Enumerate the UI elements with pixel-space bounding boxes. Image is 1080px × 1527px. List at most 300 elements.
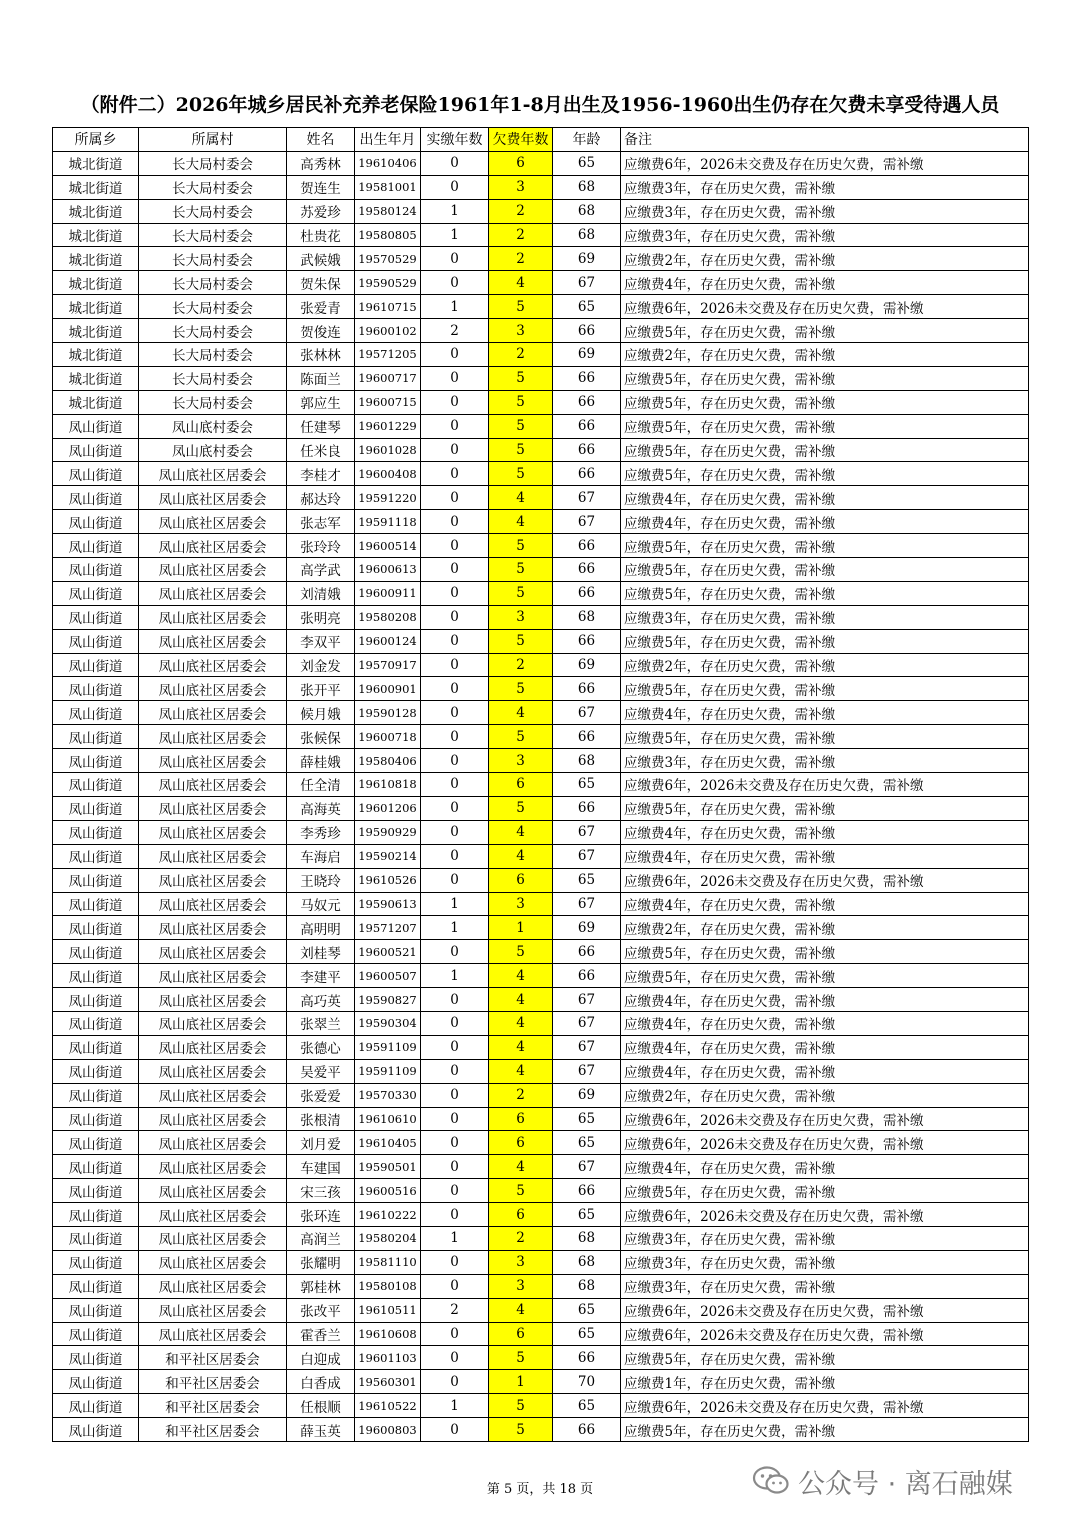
cell-township: 凤山街道 xyxy=(53,1418,139,1442)
cell-owed-years: 5 xyxy=(489,558,553,582)
cell-age: 66 xyxy=(553,677,621,701)
cell-township: 凤山街道 xyxy=(53,1346,139,1370)
cell-birth: 19590613 xyxy=(355,892,421,916)
cell-paid-years: 0 xyxy=(421,629,489,653)
cell-remark: 应缴费5年，存在历史欠费，需补缴 xyxy=(621,1418,1029,1442)
cell-township: 凤山街道 xyxy=(53,1250,139,1274)
cell-paid-years: 0 xyxy=(421,1059,489,1083)
cell-paid-years: 1 xyxy=(421,223,489,247)
cell-birth: 19590128 xyxy=(355,701,421,725)
cell-name: 张根清 xyxy=(287,1107,355,1131)
cell-birth: 19590929 xyxy=(355,820,421,844)
cell-paid-years: 0 xyxy=(421,1322,489,1346)
table-row xyxy=(53,1059,1029,1083)
cell-township: 凤山街道 xyxy=(53,1370,139,1394)
cell-remark: 应缴费4年，存在历史欠费，需补缴 xyxy=(621,1011,1029,1035)
cell-name: 宋三孩 xyxy=(287,1179,355,1203)
cell-paid-years: 0 xyxy=(421,151,489,175)
cell-owed-years: 2 xyxy=(489,223,553,247)
cell-remark: 应缴费6年，2026未交费及存在历史欠费，需补缴 xyxy=(621,1203,1029,1227)
cell-remark: 应缴费4年，存在历史欠费，需补缴 xyxy=(621,510,1029,534)
cell-township: 凤山街道 xyxy=(53,414,139,438)
cell-remark: 应缴费5年，存在历史欠费，需补缴 xyxy=(621,677,1029,701)
cell-birth: 19580124 xyxy=(355,199,421,223)
cell-paid-years: 0 xyxy=(421,486,489,510)
cell-owed-years: 4 xyxy=(489,1059,553,1083)
table-row xyxy=(53,1035,1029,1059)
cell-paid-years: 0 xyxy=(421,1179,489,1203)
cell-village: 凤山底社区居委会 xyxy=(139,796,287,820)
cell-township: 凤山街道 xyxy=(53,1107,139,1131)
cell-owed-years: 5 xyxy=(489,366,553,390)
cell-owed-years: 5 xyxy=(489,1179,553,1203)
cell-paid-years: 1 xyxy=(421,199,489,223)
cell-remark: 应缴费4年，存在历史欠费，需补缴 xyxy=(621,892,1029,916)
cell-birth: 19580805 xyxy=(355,223,421,247)
cell-village: 凤山底社区居委会 xyxy=(139,534,287,558)
cell-birth: 19600901 xyxy=(355,677,421,701)
cell-village: 凤山底社区居委会 xyxy=(139,1011,287,1035)
cell-paid-years: 0 xyxy=(421,677,489,701)
cell-village: 凤山底社区居委会 xyxy=(139,1155,287,1179)
cell-remark: 应缴费2年，存在历史欠费，需补缴 xyxy=(621,1083,1029,1107)
cell-township: 城北街道 xyxy=(53,319,139,343)
cell-owed-years: 4 xyxy=(489,964,553,988)
cell-township: 凤山街道 xyxy=(53,773,139,797)
cell-owed-years: 4 xyxy=(489,1298,553,1322)
cell-remark: 应缴费6年，2026未交费及存在历史欠费，需补缴 xyxy=(621,1107,1029,1131)
cell-age: 65 xyxy=(553,151,621,175)
cell-owed-years: 4 xyxy=(489,1011,553,1035)
cell-remark: 应缴费6年，2026未交费及存在历史欠费，需补缴 xyxy=(621,773,1029,797)
cell-age: 67 xyxy=(553,1011,621,1035)
cell-remark: 应缴费4年，存在历史欠费，需补缴 xyxy=(621,1035,1029,1059)
cell-village: 凤山底社区居委会 xyxy=(139,1131,287,1155)
cell-village: 凤山底社区居委会 xyxy=(139,677,287,701)
table-row xyxy=(53,964,1029,988)
cell-village: 凤山底社区居委会 xyxy=(139,510,287,534)
cell-township: 城北街道 xyxy=(53,271,139,295)
cell-name: 薛玉英 xyxy=(287,1418,355,1442)
cell-village: 凤山底社区居委会 xyxy=(139,1083,287,1107)
cell-owed-years: 3 xyxy=(489,175,553,199)
cell-township: 凤山街道 xyxy=(53,486,139,510)
cell-remark: 应缴费6年，2026未交费及存在历史欠费，需补缴 xyxy=(621,1394,1029,1418)
table-row xyxy=(53,1011,1029,1035)
cell-paid-years: 0 xyxy=(421,868,489,892)
cell-age: 67 xyxy=(553,271,621,295)
cell-owed-years: 5 xyxy=(489,462,553,486)
cell-name: 白迎成 xyxy=(287,1346,355,1370)
cell-age: 66 xyxy=(553,796,621,820)
table-row xyxy=(53,796,1029,820)
cell-birth: 19610511 xyxy=(355,1298,421,1322)
cell-name: 陈面兰 xyxy=(287,366,355,390)
cell-birth: 19590501 xyxy=(355,1155,421,1179)
table-row xyxy=(53,175,1029,199)
cell-birth: 19570330 xyxy=(355,1083,421,1107)
cell-township: 凤山街道 xyxy=(53,892,139,916)
table-row xyxy=(53,749,1029,773)
table-row xyxy=(53,1107,1029,1131)
cell-age: 67 xyxy=(553,820,621,844)
cell-village: 凤山底社区居委会 xyxy=(139,1203,287,1227)
table-row xyxy=(53,390,1029,414)
table-row xyxy=(53,1370,1029,1394)
cell-township: 凤山街道 xyxy=(53,1203,139,1227)
cell-paid-years: 0 xyxy=(421,1203,489,1227)
cell-remark: 应缴费5年，存在历史欠费，需补缴 xyxy=(621,438,1029,462)
cell-age: 67 xyxy=(553,510,621,534)
cell-age: 66 xyxy=(553,725,621,749)
table-row xyxy=(53,1322,1029,1346)
cell-township: 城北街道 xyxy=(53,343,139,367)
cell-paid-years: 0 xyxy=(421,796,489,820)
cell-name: 张志军 xyxy=(287,510,355,534)
cell-township: 凤山街道 xyxy=(53,1035,139,1059)
cell-remark: 应缴费2年，存在历史欠费，需补缴 xyxy=(621,247,1029,271)
cell-remark: 应缴费6年，2026未交费及存在历史欠费，需补缴 xyxy=(621,151,1029,175)
col-remark: 备注 xyxy=(621,128,1029,152)
cell-birth: 19591220 xyxy=(355,486,421,510)
table-row xyxy=(53,1226,1029,1250)
cell-birth: 19570529 xyxy=(355,247,421,271)
cell-owed-years: 5 xyxy=(489,677,553,701)
cell-owed-years: 3 xyxy=(489,605,553,629)
cell-name: 张玲玲 xyxy=(287,534,355,558)
cell-age: 65 xyxy=(553,1203,621,1227)
cell-name: 马奴元 xyxy=(287,892,355,916)
cell-paid-years: 0 xyxy=(421,414,489,438)
cell-name: 刘月爱 xyxy=(287,1131,355,1155)
table-row xyxy=(53,844,1029,868)
cell-paid-years: 0 xyxy=(421,1418,489,1442)
cell-age: 65 xyxy=(553,1322,621,1346)
cell-owed-years: 5 xyxy=(489,438,553,462)
cell-village: 凤山底社区居委会 xyxy=(139,725,287,749)
table-row xyxy=(53,1155,1029,1179)
cell-age: 66 xyxy=(553,390,621,414)
cell-owed-years: 3 xyxy=(489,892,553,916)
cell-owed-years: 2 xyxy=(489,199,553,223)
cell-township: 城北街道 xyxy=(53,295,139,319)
cell-village: 凤山底社区居委会 xyxy=(139,605,287,629)
cell-age: 66 xyxy=(553,438,621,462)
cell-village: 和平社区居委会 xyxy=(139,1394,287,1418)
page-number: 第 5 页，共 18 页 xyxy=(486,1482,594,1497)
table-row xyxy=(53,988,1029,1012)
cell-age: 66 xyxy=(553,581,621,605)
cell-village: 凤山底社区居委会 xyxy=(139,988,287,1012)
cell-remark: 应缴费5年，存在历史欠费，需补缴 xyxy=(621,558,1029,582)
cell-birth: 19600718 xyxy=(355,725,421,749)
cell-township: 凤山街道 xyxy=(53,940,139,964)
cell-name: 苏爱珍 xyxy=(287,199,355,223)
cell-remark: 应缴费3年，存在历史欠费，需补缴 xyxy=(621,1250,1029,1274)
cell-age: 66 xyxy=(553,1179,621,1203)
cell-remark: 应缴费3年，存在历史欠费，需补缴 xyxy=(621,199,1029,223)
cell-township: 凤山街道 xyxy=(53,1298,139,1322)
cell-birth: 19610526 xyxy=(355,868,421,892)
cell-name: 张德心 xyxy=(287,1035,355,1059)
cell-township: 凤山街道 xyxy=(53,701,139,725)
table-row xyxy=(53,1418,1029,1442)
table-row xyxy=(53,414,1029,438)
cell-village: 长大局村委会 xyxy=(139,175,287,199)
cell-remark: 应缴费6年，2026未交费及存在历史欠费，需补缴 xyxy=(621,1298,1029,1322)
cell-village: 凤山底社区居委会 xyxy=(139,486,287,510)
cell-paid-years: 0 xyxy=(421,725,489,749)
cell-owed-years: 5 xyxy=(489,940,553,964)
cell-owed-years: 3 xyxy=(489,1250,553,1274)
cell-paid-years: 0 xyxy=(421,1250,489,1274)
col-birth: 出生年月 xyxy=(355,128,421,152)
cell-age: 66 xyxy=(553,1346,621,1370)
cell-paid-years: 0 xyxy=(421,1274,489,1298)
cell-age: 67 xyxy=(553,701,621,725)
cell-township: 凤山街道 xyxy=(53,558,139,582)
cell-owed-years: 5 xyxy=(489,1394,553,1418)
cell-owed-years: 2 xyxy=(489,653,553,677)
cell-age: 66 xyxy=(553,462,621,486)
cell-township: 凤山街道 xyxy=(53,820,139,844)
cell-township: 凤山街道 xyxy=(53,1155,139,1179)
cell-paid-years: 0 xyxy=(421,1035,489,1059)
cell-age: 65 xyxy=(553,1298,621,1322)
cell-paid-years: 2 xyxy=(421,1298,489,1322)
cell-township: 凤山街道 xyxy=(53,1083,139,1107)
cell-township: 凤山街道 xyxy=(53,677,139,701)
cell-township: 凤山街道 xyxy=(53,1059,139,1083)
cell-village: 凤山底社区居委会 xyxy=(139,820,287,844)
cell-remark: 应缴费3年，存在历史欠费，需补缴 xyxy=(621,749,1029,773)
cell-name: 高巧英 xyxy=(287,988,355,1012)
cell-village: 长大局村委会 xyxy=(139,319,287,343)
cell-owed-years: 6 xyxy=(489,1322,553,1346)
cell-birth: 19600717 xyxy=(355,366,421,390)
wechat-icon xyxy=(752,1465,790,1497)
cell-age: 65 xyxy=(553,1131,621,1155)
table-row xyxy=(53,1394,1029,1418)
cell-paid-years: 0 xyxy=(421,438,489,462)
cell-birth: 19581110 xyxy=(355,1250,421,1274)
cell-township: 城北街道 xyxy=(53,223,139,247)
cell-village: 和平社区居委会 xyxy=(139,1346,287,1370)
cell-village: 凤山底社区居委会 xyxy=(139,1322,287,1346)
cell-birth: 19601028 xyxy=(355,438,421,462)
cell-age: 67 xyxy=(553,1059,621,1083)
cell-birth: 19600521 xyxy=(355,940,421,964)
table-row xyxy=(53,1203,1029,1227)
cell-birth: 19610715 xyxy=(355,295,421,319)
cell-paid-years: 1 xyxy=(421,916,489,940)
cell-village: 长大局村委会 xyxy=(139,199,287,223)
cell-paid-years: 0 xyxy=(421,701,489,725)
cell-remark: 应缴费6年，2026未交费及存在历史欠费，需补缴 xyxy=(621,868,1029,892)
cell-birth: 19590304 xyxy=(355,1011,421,1035)
cell-village: 凤山底社区居委会 xyxy=(139,749,287,773)
cell-owed-years: 4 xyxy=(489,844,553,868)
cell-paid-years: 0 xyxy=(421,1107,489,1131)
cell-age: 68 xyxy=(553,1250,621,1274)
cell-name: 李双平 xyxy=(287,629,355,653)
cell-township: 城北街道 xyxy=(53,199,139,223)
cell-age: 67 xyxy=(553,988,621,1012)
cell-birth: 19591109 xyxy=(355,1035,421,1059)
cell-remark: 应缴费6年，2026未交费及存在历史欠费，需补缴 xyxy=(621,295,1029,319)
cell-owed-years: 6 xyxy=(489,151,553,175)
cell-owed-years: 5 xyxy=(489,1418,553,1442)
table-row xyxy=(53,773,1029,797)
table-row xyxy=(53,247,1029,271)
cell-paid-years: 0 xyxy=(421,1155,489,1179)
table-row xyxy=(53,199,1029,223)
cell-birth: 19610406 xyxy=(355,151,421,175)
cell-name: 霍香兰 xyxy=(287,1322,355,1346)
cell-birth: 19571205 xyxy=(355,343,421,367)
cell-age: 66 xyxy=(553,414,621,438)
cell-name: 郭桂林 xyxy=(287,1274,355,1298)
cell-paid-years: 0 xyxy=(421,534,489,558)
cell-township: 城北街道 xyxy=(53,390,139,414)
cell-birth: 19610405 xyxy=(355,1131,421,1155)
cell-name: 贺朱保 xyxy=(287,271,355,295)
cell-birth: 19591109 xyxy=(355,1059,421,1083)
cell-birth: 19601229 xyxy=(355,414,421,438)
table-row xyxy=(53,486,1029,510)
table-row xyxy=(53,462,1029,486)
cell-age: 66 xyxy=(553,629,621,653)
cell-age: 65 xyxy=(553,1107,621,1131)
cell-village: 长大局村委会 xyxy=(139,271,287,295)
cell-remark: 应缴费5年，存在历史欠费，需补缴 xyxy=(621,629,1029,653)
cell-township: 凤山街道 xyxy=(53,581,139,605)
cell-birth: 19600803 xyxy=(355,1418,421,1442)
cell-name: 高秀林 xyxy=(287,151,355,175)
cell-paid-years: 0 xyxy=(421,558,489,582)
cell-remark: 应缴费3年，存在历史欠费，需补缴 xyxy=(621,223,1029,247)
cell-age: 70 xyxy=(553,1370,621,1394)
cell-name: 刘清娥 xyxy=(287,581,355,605)
cell-owed-years: 2 xyxy=(489,1083,553,1107)
table-row xyxy=(53,151,1029,175)
cell-owed-years: 4 xyxy=(489,988,553,1012)
cell-village: 长大局村委会 xyxy=(139,390,287,414)
cell-village: 凤山底社区居委会 xyxy=(139,1274,287,1298)
cell-village: 和平社区居委会 xyxy=(139,1418,287,1442)
cell-remark: 应缴费4年，存在历史欠费，需补缴 xyxy=(621,988,1029,1012)
cell-village: 凤山底社区居委会 xyxy=(139,964,287,988)
table-row xyxy=(53,1274,1029,1298)
cell-age: 66 xyxy=(553,940,621,964)
cell-name: 李桂才 xyxy=(287,462,355,486)
col-owed-years: 欠费年数 xyxy=(489,128,553,152)
watermark-text: 公众号 · 离石融媒 xyxy=(798,1468,1013,1500)
cell-name: 张耀明 xyxy=(287,1250,355,1274)
cell-village: 凤山底社区居委会 xyxy=(139,844,287,868)
cell-paid-years: 0 xyxy=(421,1370,489,1394)
cell-owed-years: 5 xyxy=(489,414,553,438)
cell-age: 68 xyxy=(553,223,621,247)
cell-village: 长大局村委会 xyxy=(139,295,287,319)
table-row xyxy=(53,1083,1029,1107)
cell-township: 城北街道 xyxy=(53,175,139,199)
cell-village: 凤山底社区居委会 xyxy=(139,892,287,916)
cell-paid-years: 0 xyxy=(421,605,489,629)
table-row xyxy=(53,1298,1029,1322)
cell-remark: 应缴费6年，2026未交费及存在历史欠费，需补缴 xyxy=(621,1322,1029,1346)
cell-age: 69 xyxy=(553,343,621,367)
cell-birth: 19580208 xyxy=(355,605,421,629)
cell-township: 凤山街道 xyxy=(53,725,139,749)
cell-birth: 19601103 xyxy=(355,1346,421,1370)
cell-age: 66 xyxy=(553,558,621,582)
cell-remark: 应缴费5年，存在历史欠费，需补缴 xyxy=(621,366,1029,390)
cell-paid-years: 0 xyxy=(421,510,489,534)
cell-remark: 应缴费3年，存在历史欠费，需补缴 xyxy=(621,1274,1029,1298)
cell-name: 杜贵花 xyxy=(287,223,355,247)
cell-paid-years: 0 xyxy=(421,773,489,797)
table-body xyxy=(53,151,1029,1441)
cell-paid-years: 0 xyxy=(421,462,489,486)
cell-name: 张改平 xyxy=(287,1298,355,1322)
cell-village: 凤山底社区居委会 xyxy=(139,773,287,797)
col-name: 姓名 xyxy=(287,128,355,152)
cell-township: 凤山街道 xyxy=(53,964,139,988)
cell-township: 凤山街道 xyxy=(53,438,139,462)
table-row xyxy=(53,701,1029,725)
cell-paid-years: 2 xyxy=(421,319,489,343)
cell-birth: 19600516 xyxy=(355,1179,421,1203)
cell-birth: 19600507 xyxy=(355,964,421,988)
cell-name: 车建国 xyxy=(287,1155,355,1179)
cell-village: 凤山底社区居委会 xyxy=(139,868,287,892)
cell-birth: 19590214 xyxy=(355,844,421,868)
table-row xyxy=(53,271,1029,295)
cell-township: 凤山街道 xyxy=(53,1131,139,1155)
cell-township: 凤山街道 xyxy=(53,653,139,677)
cell-paid-years: 0 xyxy=(421,844,489,868)
cell-name: 张翠兰 xyxy=(287,1011,355,1035)
cell-name: 武候娥 xyxy=(287,247,355,271)
cell-name: 车海启 xyxy=(287,844,355,868)
cell-paid-years: 0 xyxy=(421,390,489,414)
cell-age: 68 xyxy=(553,749,621,773)
cell-age: 68 xyxy=(553,1226,621,1250)
cell-remark: 应缴费3年，存在历史欠费，需补缴 xyxy=(621,605,1029,629)
cell-birth: 19600613 xyxy=(355,558,421,582)
cell-village: 凤山底社区居委会 xyxy=(139,653,287,677)
cell-owed-years: 4 xyxy=(489,486,553,510)
cell-village: 长大局村委会 xyxy=(139,247,287,271)
table-row xyxy=(53,725,1029,749)
cell-township: 凤山街道 xyxy=(53,534,139,558)
cell-name: 高海英 xyxy=(287,796,355,820)
cell-owed-years: 5 xyxy=(489,1346,553,1370)
cell-owed-years: 6 xyxy=(489,1107,553,1131)
cell-name: 张林林 xyxy=(287,343,355,367)
cell-township: 凤山街道 xyxy=(53,868,139,892)
cell-paid-years: 0 xyxy=(421,1131,489,1155)
cell-name: 任全清 xyxy=(287,773,355,797)
cell-birth: 19600514 xyxy=(355,534,421,558)
cell-remark: 应缴费4年，存在历史欠费，需补缴 xyxy=(621,1059,1029,1083)
cell-age: 65 xyxy=(553,295,621,319)
cell-paid-years: 0 xyxy=(421,581,489,605)
cell-name: 贺俊连 xyxy=(287,319,355,343)
cell-owed-years: 6 xyxy=(489,868,553,892)
cell-birth: 19580204 xyxy=(355,1226,421,1250)
